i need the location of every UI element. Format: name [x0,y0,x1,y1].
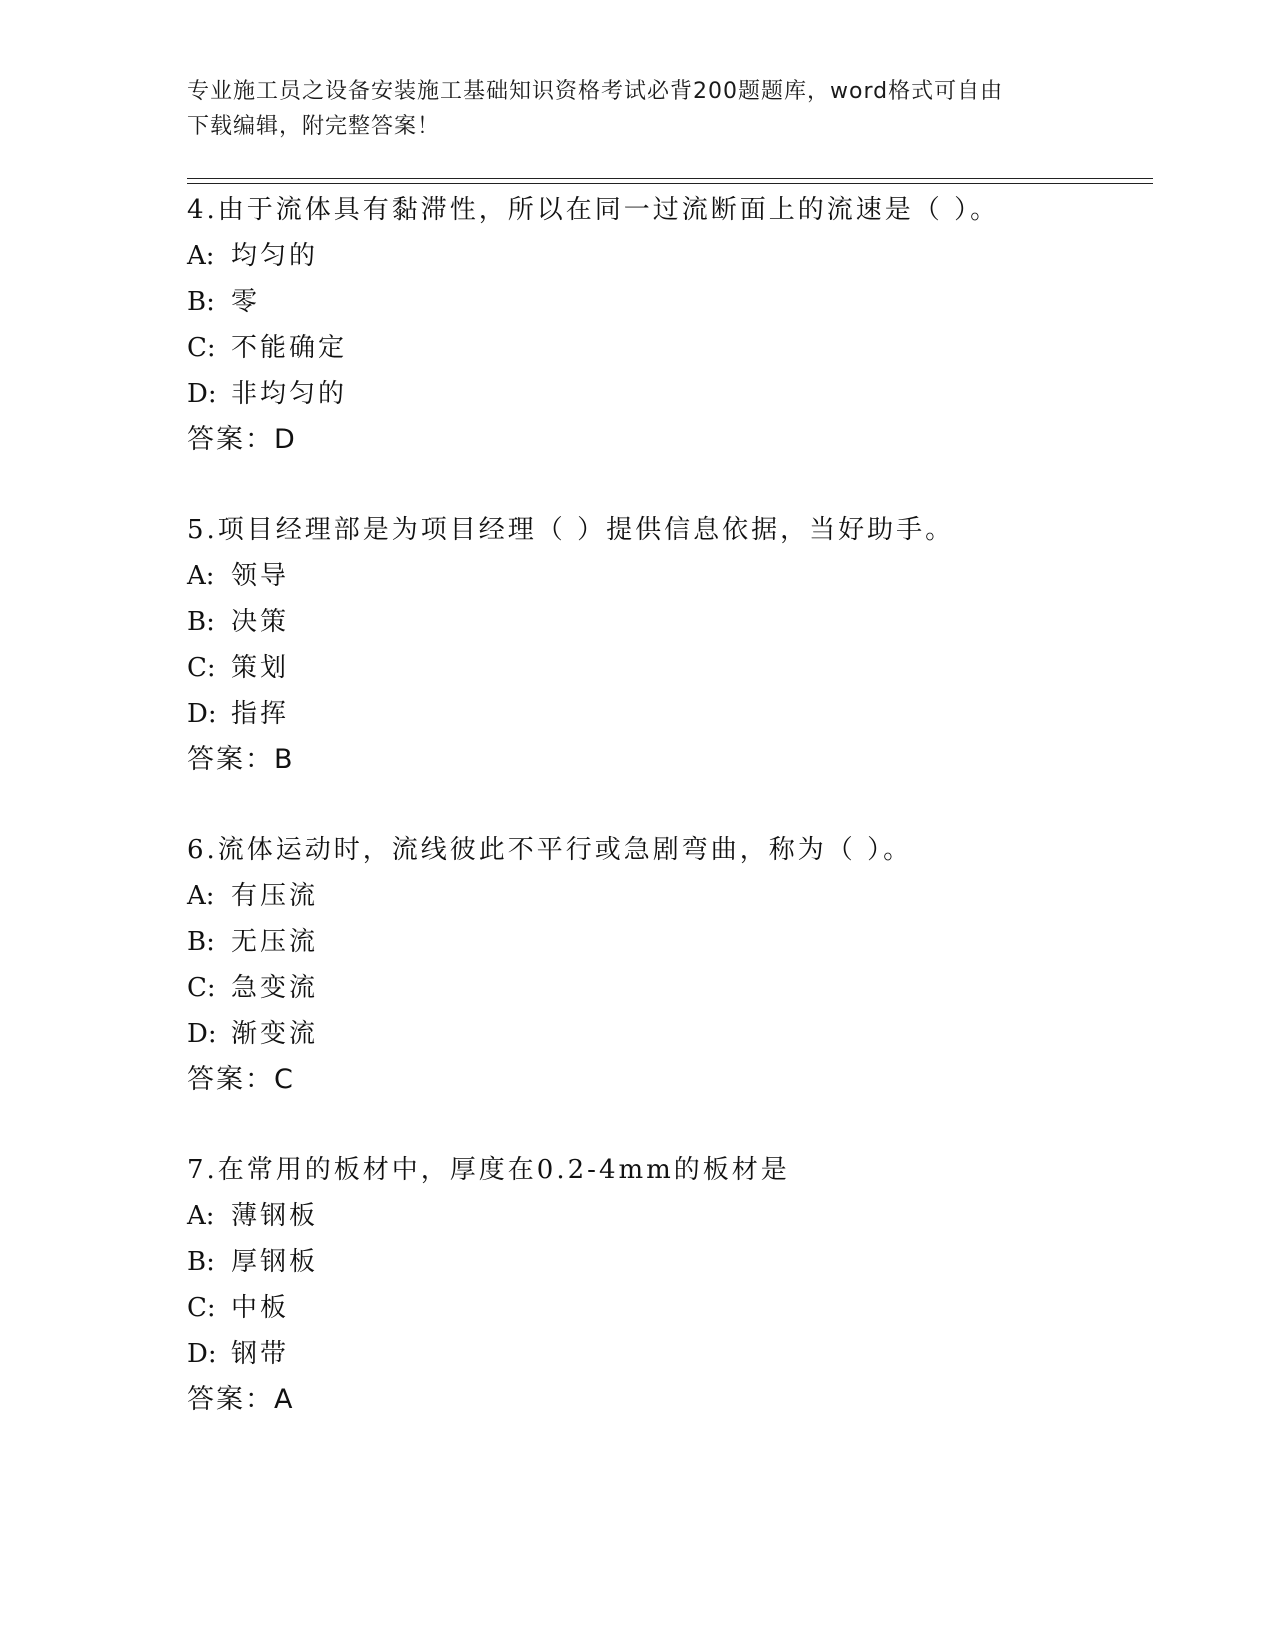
answer-label: 答案： [187,1064,274,1095]
question-block [187,1155,1147,1431]
answer-label: 答案： [187,424,274,455]
option-c [187,1293,1147,1339]
option-key: B: [187,1247,215,1277]
answer-value: C [274,1064,293,1095]
option-a [187,561,1147,607]
option-key: D: [187,1339,217,1369]
option-key: D: [187,699,217,729]
answer-value: A [274,1384,293,1415]
header-divider-bottom [187,183,1153,184]
option-text: 非均匀的 [231,379,348,409]
option-text: 不能确定 [231,333,348,363]
answer-label: 答案： [187,744,274,775]
question-stem: 7.在常用的板材中，厚度在0.2-4mm的板材是 [187,1155,790,1185]
option-text: 无压流 [231,927,319,957]
option-key: C: [187,653,216,683]
option-text: 指挥 [231,699,290,729]
option-key: B: [187,927,215,957]
option-key: A: [187,881,215,911]
option-key: D: [187,379,217,409]
option-text: 领导 [231,561,290,591]
question-block [187,835,1147,1111]
option-text: 钢带 [231,1339,290,1369]
option-key: B: [187,607,215,637]
option-text: 厚钢板 [231,1247,319,1277]
option-c [187,653,1147,699]
answer-line [187,745,1147,791]
option-d [187,699,1147,745]
option-b [187,607,1147,653]
option-text: 策划 [231,653,290,683]
option-b [187,287,1147,333]
answer-value: D [274,424,295,455]
option-key: A: [187,241,215,271]
option-text: 零 [231,287,261,317]
option-key: C: [187,973,216,1003]
option-d [187,379,1147,425]
option-d [187,1339,1147,1385]
option-key: A: [187,561,215,591]
option-text: 渐变流 [231,1019,319,1049]
option-text: 中板 [231,1293,290,1323]
option-key: A: [187,1201,215,1231]
option-c [187,333,1147,379]
option-d [187,1019,1147,1065]
option-text: 决策 [231,607,290,637]
option-key: D: [187,1019,217,1049]
answer-value: B [274,744,293,775]
option-text: 均匀的 [231,241,319,271]
header-line-2: 下载编辑，附完整答案！ [187,114,441,139]
option-text: 薄钢板 [231,1201,319,1231]
option-key: B: [187,287,215,317]
answer-line [187,1065,1147,1111]
option-a [187,241,1147,287]
header-divider-top [187,178,1153,179]
question-block [187,195,1147,471]
answer-line [187,425,1147,471]
option-a [187,881,1147,927]
question-stem: 5.项目经理部是为项目经理（ ）提供信息依据，当好助手。 [187,515,955,545]
question-stem: 6.流体运动时，流线彼此不平行或急剧弯曲，称为（ ）。 [187,835,913,865]
answer-label: 答案： [187,1384,274,1415]
option-b [187,1247,1147,1293]
option-c [187,973,1147,1019]
header-line-1: 专业施工员之设备安装施工基础知识资格考试必背200题题库，word格式可自由 [187,79,1004,104]
question-stem: 4.由于流体具有黏滞性，所以在同一过流断面上的流速是（ ）。 [187,195,1000,225]
option-text: 有压流 [231,881,319,911]
option-text: 急变流 [231,973,319,1003]
question-block [187,515,1147,791]
option-key: C: [187,1293,216,1323]
option-a [187,1201,1147,1247]
option-key: C: [187,333,216,363]
document-header [187,74,1067,144]
option-b [187,927,1147,973]
answer-line [187,1385,1147,1431]
